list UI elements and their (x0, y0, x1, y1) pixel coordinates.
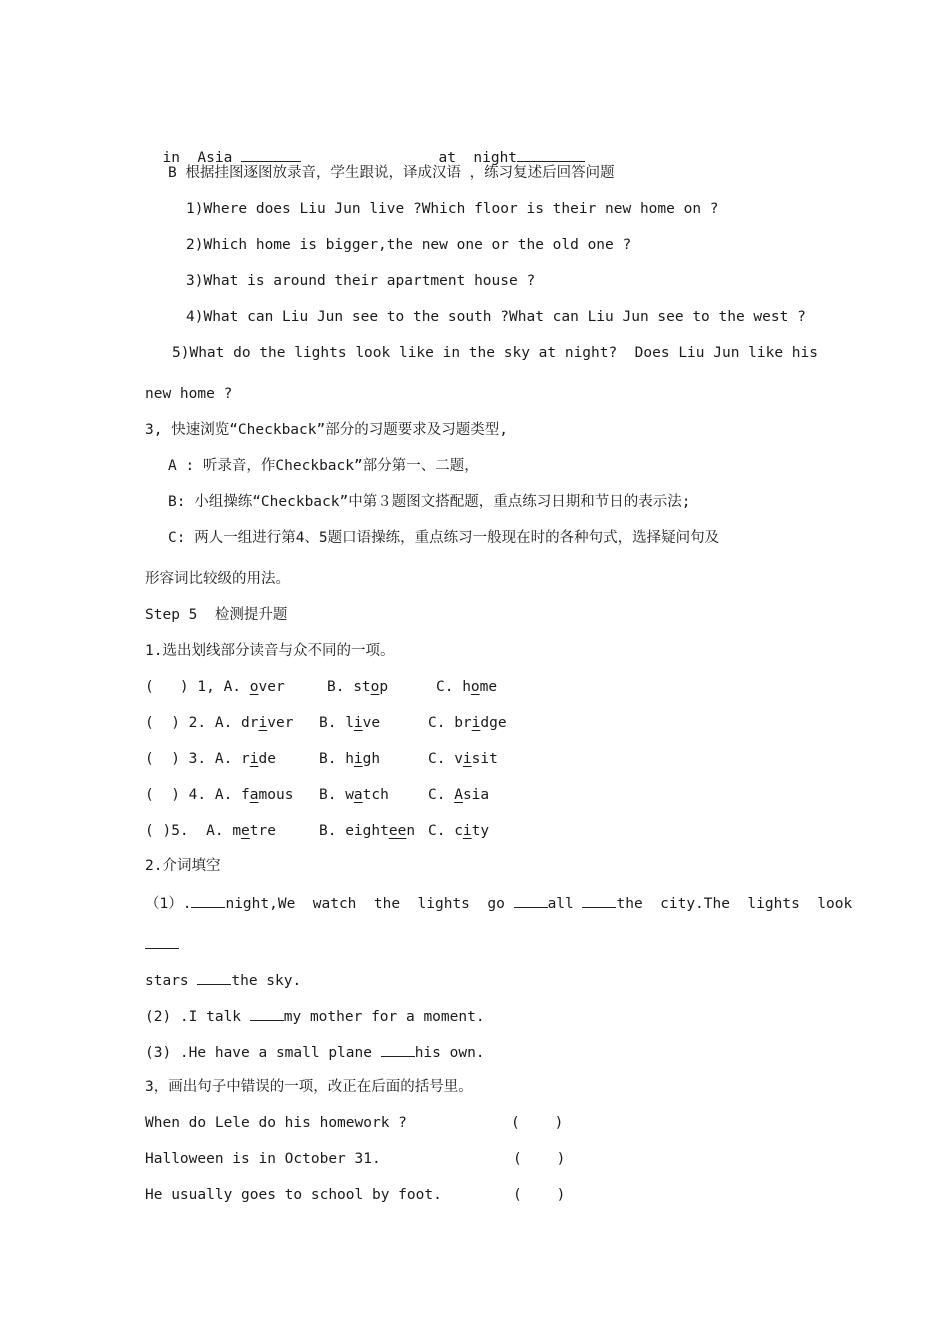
item3-heading: 3, 快速浏览“Checkback”部分的习题要求及习题类型, (145, 422, 508, 438)
fill-line-at-night (421, 129, 585, 167)
underlined-letters: a (353, 787, 363, 803)
option-c-text: sit (471, 751, 498, 767)
option-c (428, 822, 489, 840)
option-b (319, 822, 415, 840)
option-c-text: dge (480, 715, 507, 731)
underlined-letters: e (241, 823, 250, 839)
underlined-letters: o (370, 679, 380, 695)
blank (250, 1006, 284, 1021)
part2-title: 2.介词填空 (145, 858, 221, 874)
answer-paren-1: ( ) (511, 1115, 564, 1131)
label-in-asia: in Asia (162, 150, 233, 166)
section-b-heading: B 根据挂图逐图放录音，学生跟说，译成汉语 ，练习复述后回答问题 (168, 165, 615, 181)
item3-b: B: 小组操练“Checkback”中第３题图文搭配题，重点练习日期和节日的表示法; (168, 494, 691, 510)
part1-title: 1.选出划线部分读音与众不同的一项。 (145, 643, 395, 659)
option-a-text: m (232, 823, 242, 839)
item3-c-line1: C: 两人一组进行第4、5题口语操练，重点练习一般现在时的各种句式，选择疑问句及 (168, 530, 720, 546)
answer-paren-text: ( )5. (145, 823, 189, 839)
option-c-text: C. c (428, 823, 463, 839)
underlined-letters: i (462, 751, 472, 767)
item-number: A. (188, 823, 233, 839)
question-4: 4)What can Liu Jun see to the south ?What can Liu Jun see to the west ? (186, 309, 806, 325)
item-number: 2. A. (179, 715, 242, 731)
underlined-letters: i (353, 715, 363, 731)
option-a-text: de (258, 751, 276, 767)
prep-sentence-1-blank (145, 934, 179, 954)
blank (145, 934, 179, 949)
option-b-text: tch (362, 787, 389, 803)
option-c-text: C. br (428, 715, 472, 731)
option-b (319, 750, 380, 768)
blank (241, 147, 301, 162)
answer-paren-text: ( ) (145, 679, 189, 695)
answer-paren-text: ( ) (145, 751, 180, 767)
blank (197, 970, 231, 985)
answer-paren (145, 678, 285, 696)
error-sentence-3: He usually goes to school by foot. (145, 1187, 442, 1203)
blank (191, 893, 225, 908)
prep-sentence-2: (2) .I talk my mother for a moment. (145, 1006, 485, 1026)
option-c (428, 750, 498, 768)
item-number: 4. A. (179, 787, 242, 803)
option-b-text: B. l (319, 715, 354, 731)
error-sentence-1: When do Lele do his homework ? (145, 1115, 407, 1131)
item3-a: A : 听录音，作Checkback”部分第一、二题， (168, 458, 479, 474)
option-c-text: ty (471, 823, 490, 839)
option-b-text: B. w (319, 787, 354, 803)
part3-title: 3，画出句子中错误的一项，改正在后面的括号里。 (145, 1079, 473, 1095)
label-at-night: at night (438, 150, 518, 166)
option-b-text: p (379, 679, 389, 695)
underlined-letters: i (471, 715, 481, 731)
option-c-text: me (479, 679, 498, 695)
option-c (436, 678, 497, 696)
question-5-line1: 5)What do the lights look like in the sky at night? Does Liu Jun like his (172, 345, 819, 361)
option-c-text: sia (462, 787, 490, 803)
answer-paren (145, 786, 293, 804)
option-b-text: B. h (319, 751, 354, 767)
option-b (327, 678, 388, 696)
item-number: 1, A. (188, 679, 250, 695)
answer-paren-text: ( ) (145, 787, 180, 803)
answer-paren-2: ( ) (513, 1151, 566, 1167)
prep-sentence-1-cont: stars the sky. (145, 970, 301, 990)
option-b-text: gh (362, 751, 381, 767)
underlined-letters: o (249, 679, 259, 695)
option-a-text: f (241, 787, 250, 803)
question-1: 1)Where does Liu Jun live ?Which floor is their new home on ? (186, 201, 719, 217)
underlined-letters: A (454, 787, 463, 803)
option-a-text: r (241, 751, 250, 767)
question-3: 3)What is around their apartment house ? (186, 273, 536, 289)
underlined-letters: i (353, 751, 363, 767)
option-a-text: ver (267, 715, 294, 731)
option-a-text: ver (258, 679, 285, 695)
error-sentence-2: Halloween is in October 31. (145, 1151, 381, 1167)
option-b (319, 714, 380, 732)
item-number: 3. A. (179, 751, 242, 767)
option-c (428, 786, 489, 804)
question-5-line2: new home ? (145, 386, 233, 402)
option-b-text: n (406, 823, 416, 839)
question-2: 2)Which home is bigger,the new one or the old one ? (186, 237, 632, 253)
step5-heading: Step 5 检测提升题 (145, 607, 288, 623)
underlined-letters: i (258, 715, 268, 731)
underlined-letters: i (462, 823, 472, 839)
fill-line-in-asia (145, 129, 301, 167)
option-c-text: C. h (436, 679, 471, 695)
underlined-letters: i (249, 751, 259, 767)
option-c (428, 714, 507, 732)
option-b-text: B. eight (319, 823, 389, 839)
blank (517, 147, 585, 162)
option-a-text: mous (258, 787, 294, 803)
answer-paren (145, 750, 276, 768)
underlined-letters: a (249, 787, 259, 803)
prep-sentence-3: (3) .He have a small plane his own. (145, 1042, 485, 1062)
underlined-letters: o (470, 679, 480, 695)
option-c-text: C. (428, 787, 455, 803)
blank (381, 1042, 415, 1057)
option-a-text: dr (241, 715, 259, 731)
item3-c-line2: 形容词比较级的用法。 (145, 571, 290, 587)
option-c-text: C. v (428, 751, 463, 767)
option-a-text: tre (249, 823, 276, 839)
answer-paren (145, 822, 276, 840)
option-b (319, 786, 389, 804)
blank (582, 893, 616, 908)
blank (514, 893, 548, 908)
underlined-letters: ee (388, 823, 407, 839)
answer-paren (145, 714, 293, 732)
option-b-text: B. st (327, 679, 371, 695)
answer-paren-text: ( ) (145, 715, 180, 731)
prep-sentence-1: （1）. night,We watch the lights go all the city.The lights look (145, 893, 852, 913)
option-b-text: ve (362, 715, 381, 731)
answer-paren-3: ( ) (513, 1187, 566, 1203)
